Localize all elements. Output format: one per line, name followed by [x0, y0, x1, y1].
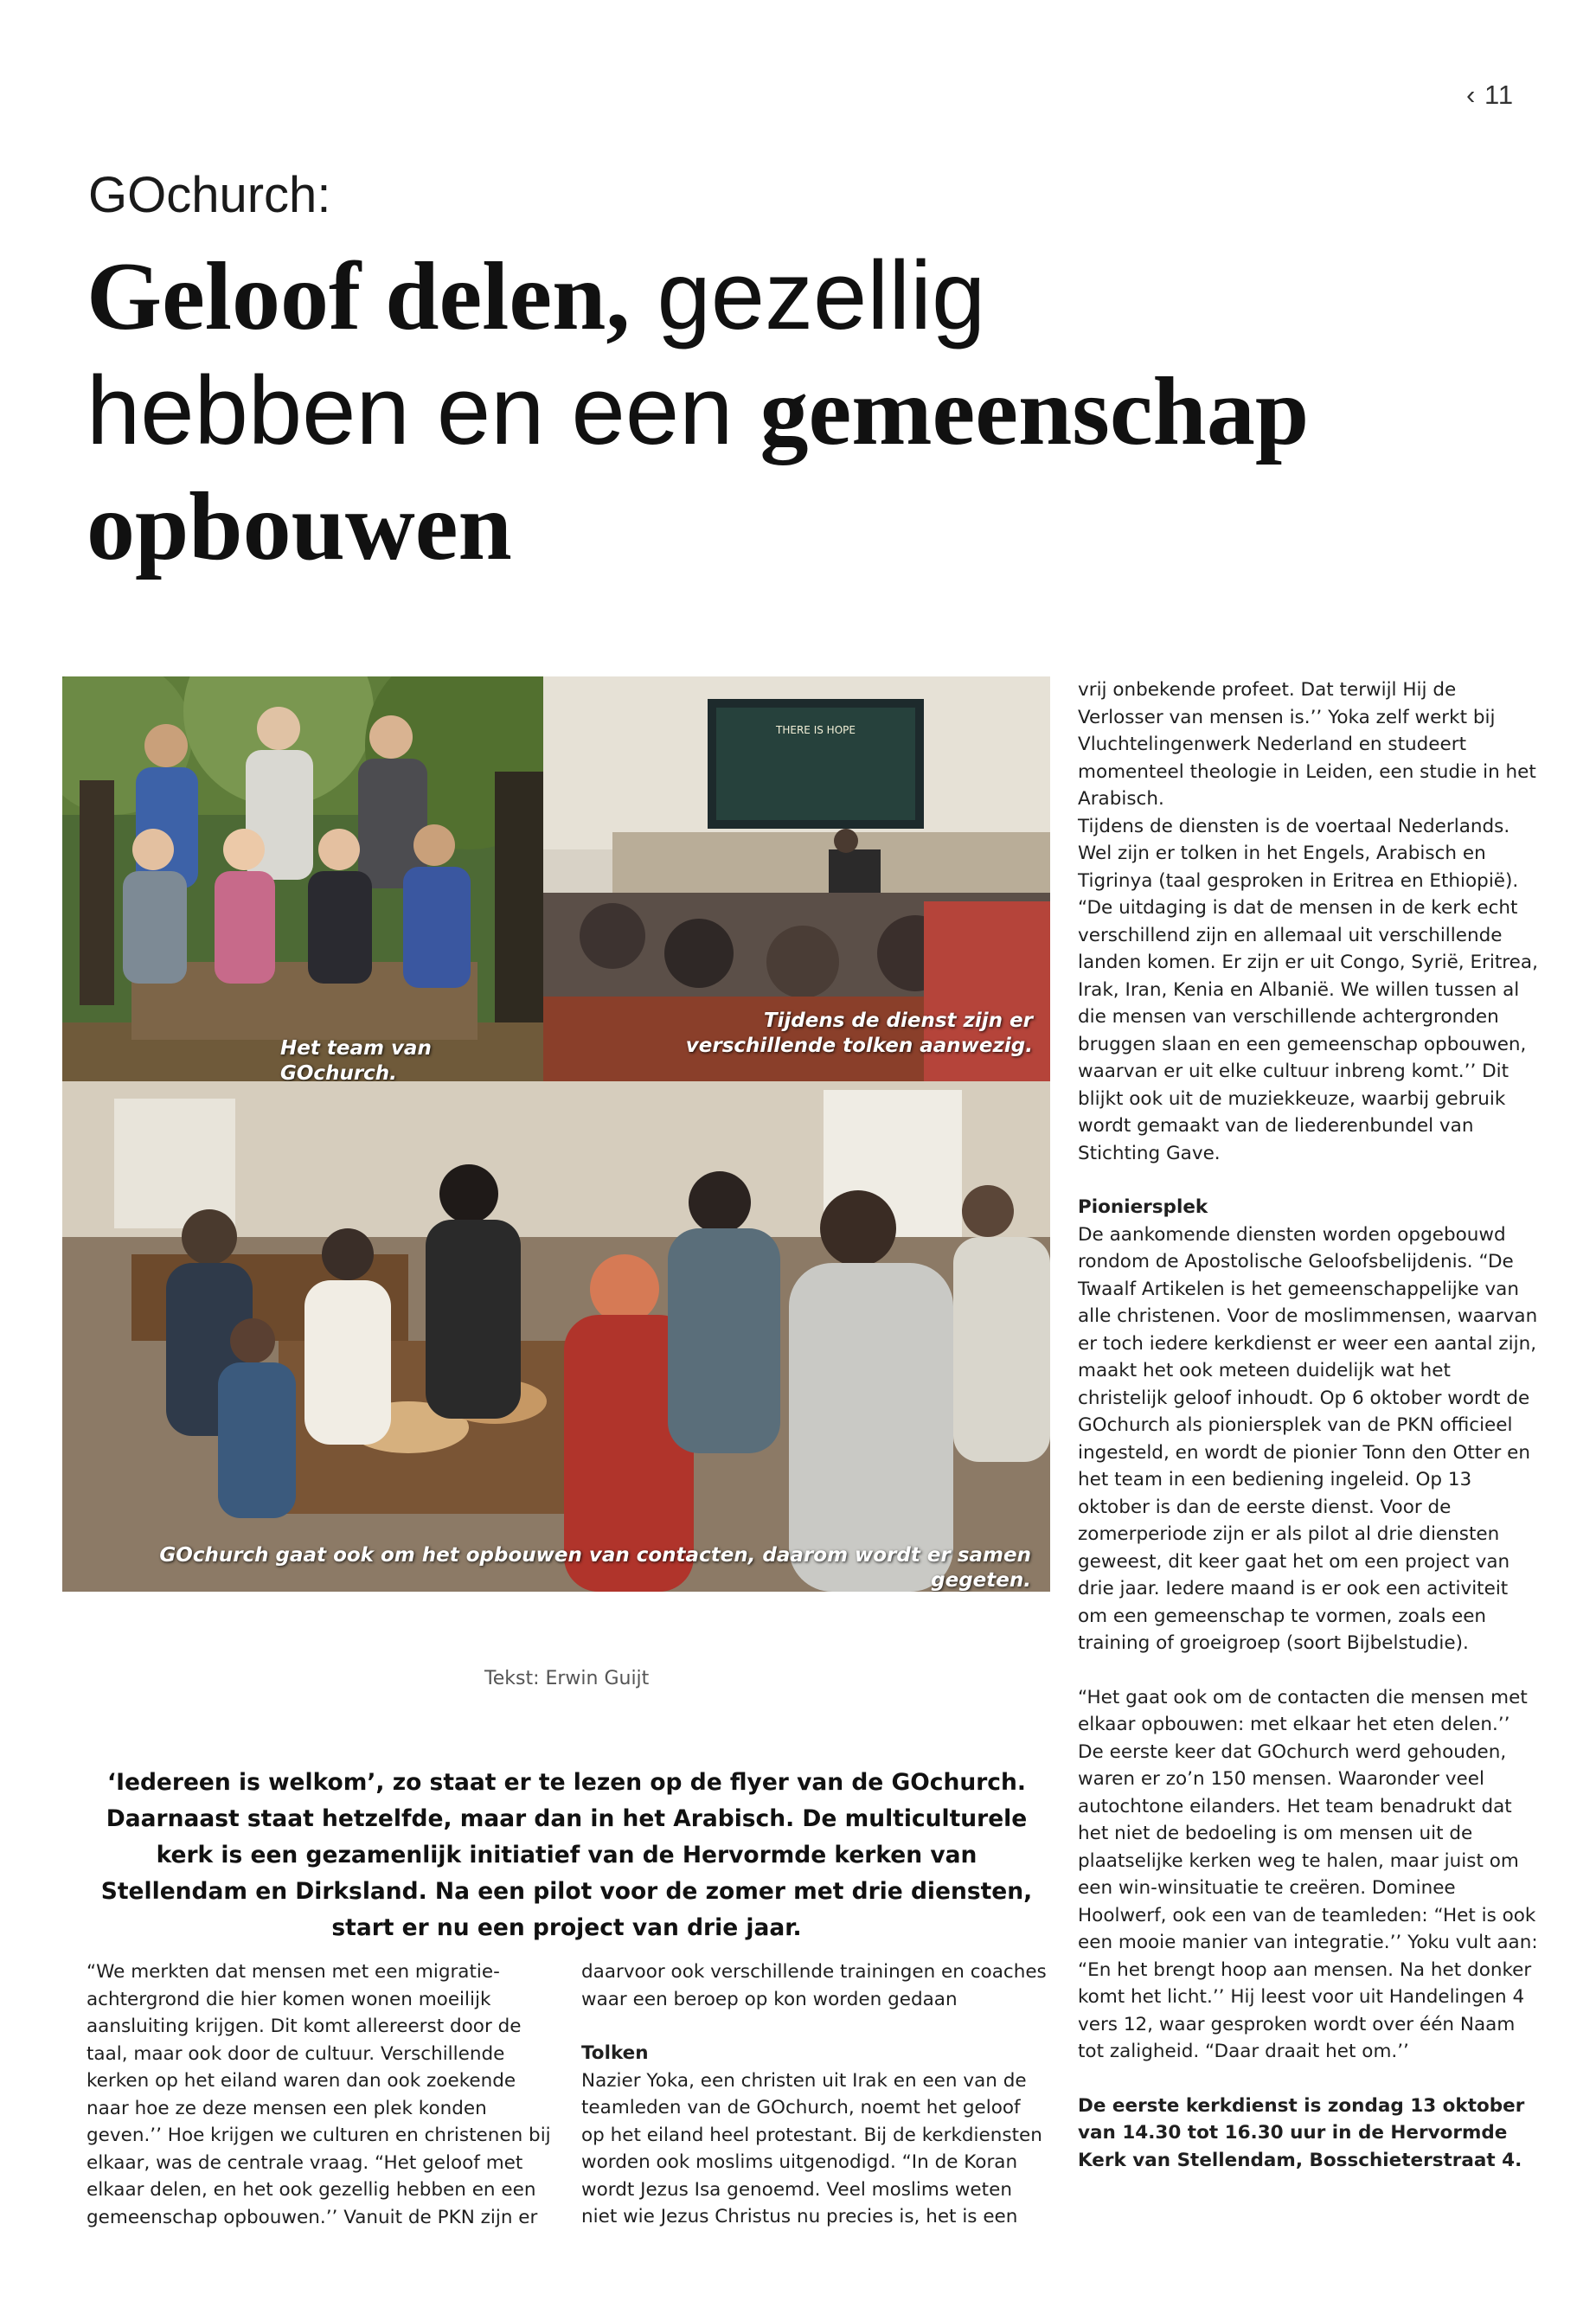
projector-screen-text: THERE IS HOPE — [776, 724, 856, 736]
closing-announcement: De eerste kerkdienst is zondag 13 oktober van 14.30 tot 16.30 uur in de Hervormde Kerk van Stellendam, Bosschieterstraat 4. — [1078, 2094, 1525, 2171]
intro-paragraph: ‘Iedereen is welkom’, zo staat er te lezen op de flyer van de GOchurch. Daarnaast staat hetzelfde, maar dan in het Arabisch. De multiculturele kerk is een gezamenlijk initiatief van de Hervormde kerken van Stellendam en Dirksland. Na een pilot voor de zomer met drie diensten, start er nu een project van drie jaar. — [100, 1769, 1033, 1941]
service-photo — [543, 676, 1050, 1081]
team-photo — [62, 676, 543, 1081]
meal-photo-image — [62, 1081, 1050, 1592]
service-photo-caption — [686, 1009, 1033, 1059]
section-heading-pioniersplek: Pioniersplek — [1078, 1196, 1208, 1218]
article-headline — [87, 239, 1505, 584]
team-photo-image — [62, 676, 543, 1081]
col3-paragraph-4: “Het gaat ook om de contacten die mensen met elkaar opbouwen: met elkaar het eten delen.’’ De eerste keer dat GOchurch werd gehouden, waren er zo’n 150 mensen. Waaronder veel autochtone eilanders. Het team benadrukt dat het niet de bedoeling is om mensen uit de plaatselijke kerken weg te halen, maar juist om een win-winsituatie te creëren. Dominee Hoolwerf, ook een van de teamleden: “Het is ook een mooie manier van integratie.’’ Yoku vult aan: “En het brengt hoop aan mensen. Na het donker komt het licht.’’ Hij leest voor uit Handelingen 4 vers 12, waar gesproken wordt over één Naam tot zaligheid. “Daar draait het om.’’ — [1078, 1686, 1538, 2062]
col2-paragraph-1: daarvoor ook verschillende trainingen en coaches waar een beroep op kon worden gedaan — [581, 1961, 1047, 2010]
body-column-1 — [87, 1958, 554, 2231]
meal-photo — [62, 1081, 1050, 1592]
service-caption-line1: Tijdens de dienst zijn er — [763, 1009, 1033, 1032]
section-heading-tolken: Tolken — [581, 2042, 649, 2064]
team-photo-caption: Het team van GOchurch. — [280, 1037, 432, 1081]
col3-paragraph-1: vrij onbekende profeet. Dat terwijl Hij de Verlosser van mensen is.’’ Yoka zelf werkt bij Vluchtelingenwerk Nederland en studeert momenteel theologie in Leiden, een studie in het Arabisch. — [1078, 679, 1536, 810]
col2-paragraph-2: Nazier Yoka, een christen uit Irak en een van de teamleden van de GOchurch, noemt het geloof op het eiland heel protestant. Bij de kerkdiensten worden ook moslims uitgenodigd. “In de Koran wordt Jezus Isa genoemd. Veel moslims weten niet wie Jezus Christus nu precies is, het is een — [581, 2069, 1042, 2227]
col3-paragraph-3: De aankomende diensten worden opgebouwd rondom de Apostolische Geloofsbelijdenis. “De Twaalf Artikelen is het gemeenschappelijke van alle christenen. Voor de moslimmensen, waarvan er toch iedere kerkdienst er weer een aantal zijn, maakt het ook meteen duidelijk wat het christelijk geloof inhoudt. Op 6 oktober wordt de GOchurch als pioniersplek van de PKN officieel ingesteld, en wordt de pionier Tonn den Otter en het team in een bediening ingeleid. Op 13 oktober is dan de eerste dienst. Voor de zomerperiode zijn er als pilot al drie diensten geweest, dit keer gaat het om een project van drie jaar. Iedere maand is er ook een activiteit om een gemeenschap te vormen, zoals een training of groeigroep (soort Bijbelstudie). — [1078, 1223, 1538, 1654]
meal-photo-caption: GOchurch gaat ook om het opbouwen van contacten, daarom wordt er samen gegeten. — [159, 1544, 1031, 1592]
page-number: ‹ 11 — [1466, 80, 1515, 110]
chevron-left-icon: ‹ — [1466, 80, 1477, 110]
headline-part1: Geloof delen, — [87, 243, 631, 350]
headline-part4: gemeenschap — [760, 358, 1310, 465]
headline-part5: opbouwen — [87, 473, 512, 580]
body-column-3 — [1078, 676, 1542, 2174]
article-kicker: GOchurch: — [88, 167, 331, 223]
col3-paragraph-2: Tijdens de diensten is de voertaal Nederlands. Wel zijn er tolken in het Engels, Arabisch en Tigrinya (taal gesproken in Eritrea en Ethiopië). “De uitdaging is dat de mensen in de kerk echt verschillend zijn en allemaal uit verschillende landen komen. Er zijn er uit Congo, Syrië, Eritrea, Irak, Iran, Kenia en Albanië. We willen tussen al die mensen van verschillende achtergronden bruggen slaan en een gemeenschap opbouwen, waarvan er uit elke cultuur inbreng komt.’’ Dit blijkt ook uit de muziekkeuze, waarbij gebruik wordt gemaakt van de liederenbundel van Stichting Gave. — [1078, 815, 1538, 1164]
body-column-2 — [581, 1958, 1048, 2231]
service-caption-line2: verschillende tolken aanwezig. — [685, 1035, 1033, 1057]
headline-part2: gezellig — [630, 241, 986, 349]
byline: Tekst: Erwin Guijt — [484, 1668, 650, 1689]
col1-paragraph: “We merkten dat mensen met een migratie-achtergrond die hier komen wonen moeilijk aansluiting krijgen. Dit komt allereerst door de taal, maar ook door de cultuur. Verschillende kerken op het eiland waren dan ook zoekende naar hoe ze deze mensen een plek konden geven.’’ Hoe krijgen we culturen en christenen bij elkaar, was de centrale vraag. “Het geloof met elkaar delen, en het ook gezellig hebben en een gemeenschap opbouwen.’’ Vanuit de PKN zijn er — [87, 1961, 551, 2228]
headline-part3: hebben en een — [87, 356, 760, 465]
